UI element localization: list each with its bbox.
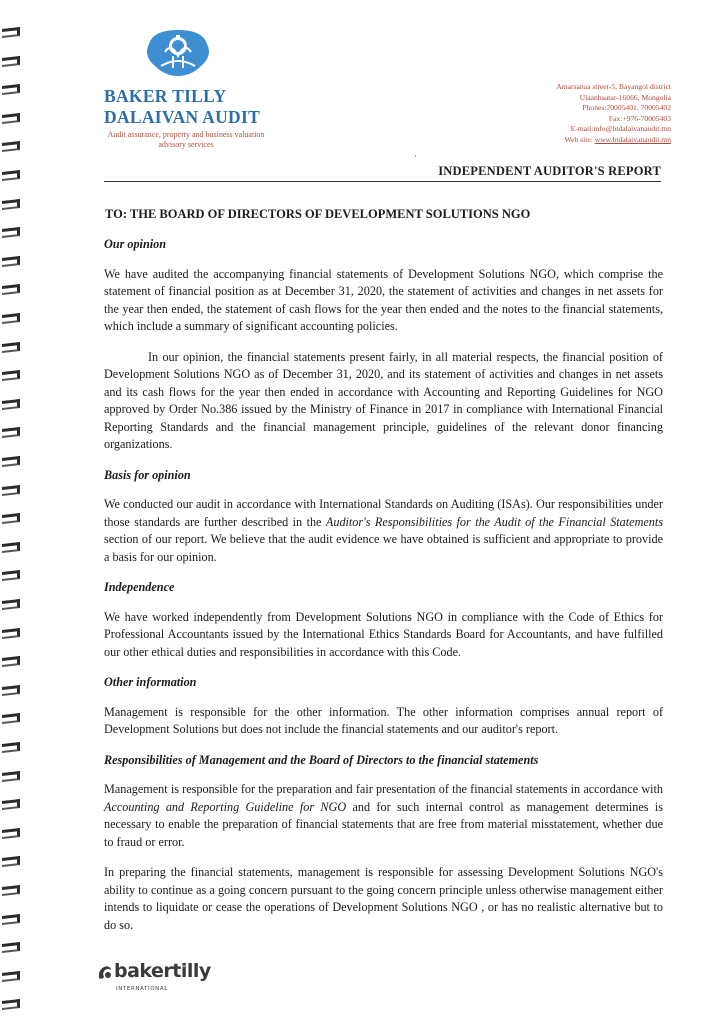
section-heading-independence: Independence xyxy=(104,580,175,594)
spiral-binding xyxy=(0,0,22,1024)
binding-ring xyxy=(2,342,20,353)
binding-ring xyxy=(2,399,20,410)
bakertilly-mark-icon xyxy=(96,964,114,982)
binding-ring xyxy=(2,771,20,782)
firm-name-line1: BAKER TILLY xyxy=(104,86,227,106)
binding-ring xyxy=(2,313,20,324)
stray-mark: · xyxy=(414,151,417,161)
binding-ring xyxy=(2,27,20,38)
opinion-paragraph-2: In our opinion, the financial statements present fairly, in all material respects, the financial position of Development Solutions NGO as of December 31, 2020, and its statement of activities and changes in net assets and its cash flows for the year then ended in accordance with Accounting and Reporting Guidelines for NGO approved by Order No.386 issued by the Ministry of Finance in 2017 in compliance with International Financial Reporting Standards and the financial management principle, guidelines of the relevant donor financing organizations. xyxy=(104,349,663,451)
title-divider xyxy=(104,181,661,182)
binding-ring xyxy=(2,84,20,95)
firm-emblem-icon xyxy=(143,26,213,78)
binding-ring xyxy=(2,56,20,67)
firm-tagline: Audit assurance, property and business valuation advisory services xyxy=(107,130,265,149)
binding-ring xyxy=(2,599,20,610)
addressee: TO: THE BOARD OF DIRECTORS OF DEVELOPMENT SOLUTIONS NGO xyxy=(105,207,531,221)
website-line xyxy=(491,135,671,146)
report-body xyxy=(104,236,663,934)
section-heading-basis: Basis for opinion xyxy=(104,467,191,482)
opinion-paragraph-1: We have audited the accompanying financial statements of Development Solutions NGO, which comprise the statement of financial position as at December 31, 2020, the statement of activities and changes in net assets for the year then ended, the statement of cash flows for the year then ended and the notes to the financial statements, which include a summary of significant accounting policies. xyxy=(104,266,663,333)
firm-address xyxy=(491,82,671,146)
footer-brand: bakertilly xyxy=(114,960,211,982)
address-line: Amarsanaa street-5, Bayangol district xyxy=(556,82,671,91)
report-title: INDEPENDENT AUDITOR'S REPORT xyxy=(438,164,661,178)
basis-text-b: section of our report. We believe that the audit evidence we have obtained is sufficient and appropriate to provide a basis for our opinion. xyxy=(104,532,663,564)
binding-ring xyxy=(2,885,20,896)
binding-ring xyxy=(2,999,20,1010)
binding-ring xyxy=(2,227,20,238)
address-line: Fax:+976-70005403 xyxy=(608,113,671,123)
binding-ring xyxy=(2,542,20,553)
firm-name-line2: DALAIVAN AUDIT xyxy=(104,107,261,127)
binding-ring xyxy=(2,799,20,810)
resp-text-a: Management is responsible for the preparation and fair presentation of the financial statements in accordance with xyxy=(104,782,663,796)
basis-text-italic: Auditor's Responsibilities for the Audit of the Financial Statements xyxy=(325,514,664,529)
binding-ring xyxy=(2,685,20,696)
responsibilities-paragraph-1 xyxy=(104,781,663,851)
responsibilities-paragraph-2: In preparing the financial statements, management is responsible for assessing Development Solutions NGO's ability to continue as a going concern pursuant to the going concern principle unless otherwise management either intends to liquidate or cease the operations of Development Solutions NGO , or has no realistic alternative but to do so. xyxy=(104,865,663,932)
binding-ring xyxy=(2,113,20,124)
resp-text-italic: Accounting and Reporting Guideline for NGO xyxy=(104,799,347,814)
binding-ring xyxy=(2,456,20,467)
binding-ring xyxy=(2,513,20,524)
binding-ring xyxy=(2,427,20,438)
website-link[interactable]: www.btdalaivanaudit.mn xyxy=(594,134,671,144)
binding-ring xyxy=(2,742,20,753)
binding-ring xyxy=(2,256,20,267)
binding-ring xyxy=(2,370,20,381)
basis-paragraph xyxy=(104,496,663,566)
binding-ring xyxy=(2,628,20,639)
other-info-paragraph: Management is responsible for the other information. The other information comprises annual report of Development Solutions but does not include the financial statements and our auditor's report. xyxy=(104,704,663,736)
binding-ring xyxy=(2,942,20,953)
binding-ring xyxy=(2,971,20,982)
binding-ring xyxy=(2,199,20,210)
binding-ring xyxy=(2,570,20,581)
independence-paragraph: We have worked independently from Development Solutions NGO in compliance with the Code of Ethics for Professional Accountants issued by the International Ethics Standards Board for Accountants, and have fulfilled our other ethical duties and responsibilities in accordance with this Code. xyxy=(104,609,663,659)
address-line: Ulaanbaatar-16066, Mongolia xyxy=(579,92,671,102)
section-heading-opinion: Our opinion xyxy=(104,237,166,251)
binding-ring xyxy=(2,656,20,667)
footer-logo xyxy=(96,958,216,998)
footer-brand-sub: INTERNATIONAL xyxy=(116,986,168,992)
firm-name xyxy=(104,86,260,128)
binding-ring xyxy=(2,284,20,295)
section-heading-other-info: Other information xyxy=(104,675,197,689)
binding-ring xyxy=(2,170,20,181)
binding-ring xyxy=(2,856,20,867)
binding-ring xyxy=(2,914,20,925)
binding-ring xyxy=(2,828,20,839)
binding-ring xyxy=(2,141,20,152)
basis-text-a: We conducted our audit in accordance with International Standards on Auditing (ISAs). Our responsibilities under those standards are further described in the xyxy=(104,497,663,529)
address-line: Phones:70005401, 70005402 xyxy=(582,103,671,113)
address-line: E-mail:info@btdalaivanaudit.mn xyxy=(570,124,671,134)
binding-ring xyxy=(2,713,20,724)
binding-ring xyxy=(2,485,20,496)
website-label: Web site: xyxy=(564,134,595,144)
resp-text-b: and for such internal control as management determines is necessary to enable the preparation of financial statements that are free from material misstatement, whether due to fraud or error. xyxy=(104,799,663,849)
section-heading-responsibilities: Responsibilities of Management and the Board of Directors to the financial statements xyxy=(104,752,539,767)
